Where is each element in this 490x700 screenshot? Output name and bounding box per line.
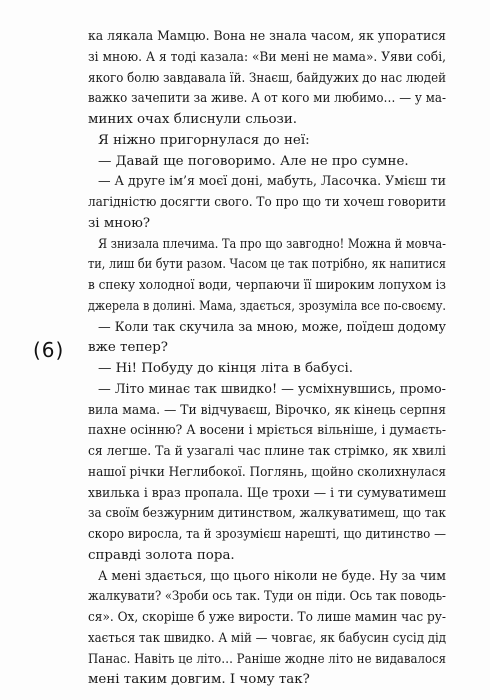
text-line: — Коли так скучила за мною, може, поїдеш додому xyxy=(98,319,446,335)
text-line: мені таким довгим. І чому так? xyxy=(88,672,310,688)
text-line: за своїм безжурним дитинством, жалкуватимеш, що так xyxy=(88,506,446,522)
text-line: вила мама. — Ти відчуваєш, Вірочко, як кінець серпня xyxy=(88,402,446,418)
text-line: в спеку холодної води, черпаючи її широким лопухом із xyxy=(88,278,446,293)
text-line: важко зачепити за живе. А от кого ми любимо… — у ма- xyxy=(88,91,446,107)
text-line: нашої річки Неглибокої. Поглянь, щойно сколихнулася xyxy=(88,464,446,480)
text-line: вже тепер? xyxy=(88,340,168,356)
text-line: ти, лиш би бути разом. Часом це так потрібно, як напитися xyxy=(88,257,446,273)
text-line: — Ні! Побуду до кінця літа в бабусі. xyxy=(98,361,354,376)
text-line: хвилька і враз пропала. Ще трохи — і ти сумуватимеш xyxy=(88,485,446,501)
text-line: Я ніжно пригорнулася до неї: xyxy=(98,132,310,148)
text-line: зі мною? xyxy=(88,215,151,231)
text-line: А мені здається, що цього ніколи не буде. Ну за чим xyxy=(98,568,446,584)
page-text xyxy=(88,27,446,691)
text-line: скоро виросла, та й зрозумієш нарешті, що дитинство — xyxy=(88,527,446,542)
text-line: — А друге ім’я моєї доні, мабуть, Ласочка. Умієш ти xyxy=(98,174,446,190)
text-line: ся». Ох, скоріше б уже вирости. То лише мамин час ру- xyxy=(88,610,446,625)
text-line: пахне осінню? А восени і мріється вільніше, і думаєть- xyxy=(88,423,446,439)
text-line: — Давай ще поговоримо. Але не про сумне. xyxy=(98,153,409,169)
text-line: ка лякала Мамцю. Вона не знала часом, як упоратися xyxy=(88,29,446,44)
text-line: Я знизала плечима. Та про що завгодно! Можна й мовча- xyxy=(98,236,446,252)
text-line: зі мною. А я тоді казала: «Ви мені не мама». Уяви собі, xyxy=(88,49,446,65)
text-line: справді золота пора. xyxy=(88,547,235,563)
text-line: хається так швидко. А мій — човгає, як бабусин сусід дід xyxy=(88,630,446,646)
text-line: джерела в долині. Мама, здається, зрозуміла все по-своєму. xyxy=(88,298,446,314)
text-line: лагідністю досягти свого. То про що ти хочеш говорити xyxy=(88,195,446,210)
text-line: якого болю завдавала їй. Знаєш, байдужих до нас людей xyxy=(88,70,446,86)
text-line: Панас. Навіть це літо… Раніше жодне літо не видавалося xyxy=(88,651,446,667)
handwritten-margin-note: (6) xyxy=(33,338,65,362)
text-line: миних очах блиснули сльози. xyxy=(88,112,298,127)
text-line: ся легше. Та й узагалі час плине так стрімко, як хвилі xyxy=(88,444,446,459)
text-line: жалкувати? «Зроби ось так. Туди он піди. Ось так поводь- xyxy=(88,589,446,605)
text-line: — Літо минає так швидко! — усміхнувшись, промо- xyxy=(98,381,446,397)
